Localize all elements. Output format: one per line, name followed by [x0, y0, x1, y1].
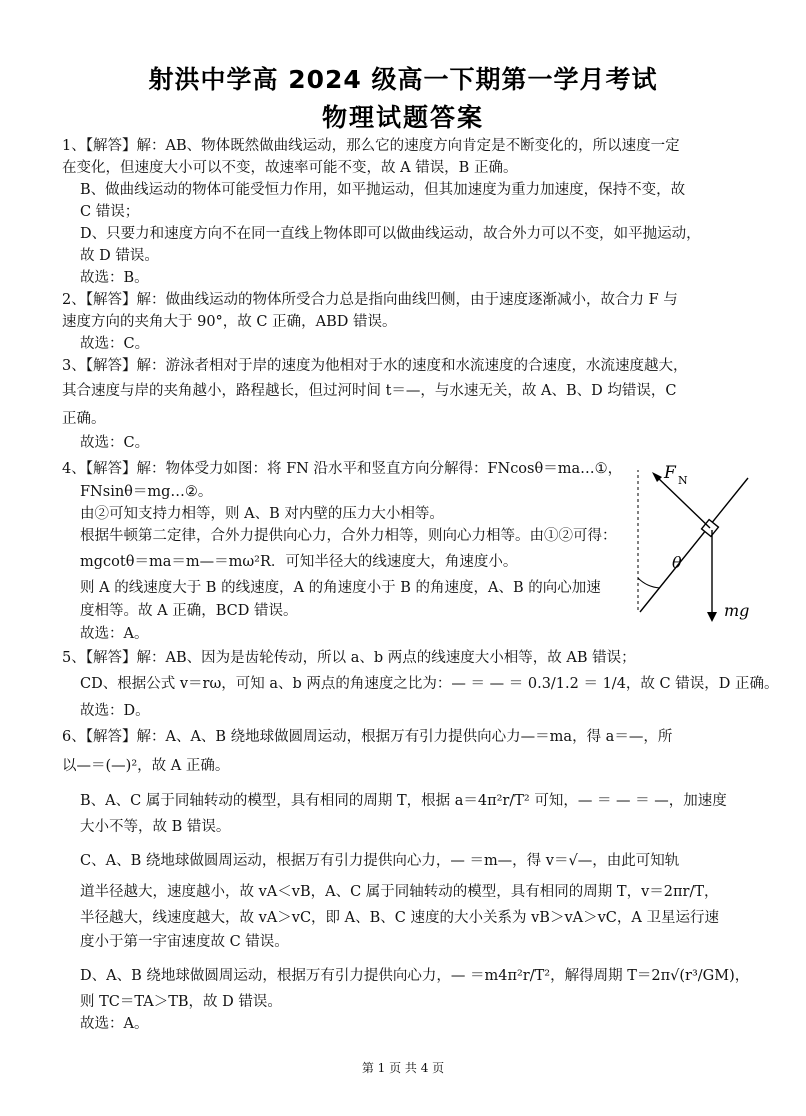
answer-line: 由②可知支持力相等，则 A、B 对内壁的压力大小相等。 [80, 506, 444, 522]
answer-line: 故选：C。 [80, 336, 150, 352]
page-title: 射洪中学高 2024 级高一下期第一学月考试 [148, 65, 658, 94]
answer-line: 故选：C。 [80, 435, 150, 451]
answer-line: 则 TC＝TA＞TB，故 D 错误。 [80, 994, 282, 1010]
answer-line: 故选：B。 [80, 270, 149, 286]
answer-line: 在变化，但速度大小可以不变，故速率可能不变，故 A 错误，B 正确。 [62, 160, 518, 176]
answer-line: 故选：A。 [80, 1016, 149, 1032]
page-footer: 第 1 页 共 4 页 [361, 1061, 445, 1075]
answer-line: 6、【解答】解：A、A、B 绕地球做圆周运动，根据万有引力提供向心力—＝ma，得 a＝—，所 [62, 729, 673, 745]
angle-label: θ [672, 553, 682, 572]
force-label: F [664, 463, 676, 483]
answer-line: 度相等。故 A 正确，BCD 错误。 [80, 603, 298, 619]
answer-line: 故选：D。 [80, 703, 150, 719]
answer-line: 大小不等，故 B 错误。 [80, 819, 231, 835]
force-subscript: N [678, 474, 688, 487]
answer-line: D、A、B 绕地球做圆周运动，根据万有引力提供向心力，— ＝m4π²r/T²，解得周期 T＝2π√(r³/GM)， [80, 968, 750, 984]
answer-line: B、A、C 属于同轴转动的模型，具有相同的周期 T，根据 a＝4π²r/T² 可知，— ＝ — ＝ —，加速度 [80, 793, 727, 809]
answer-line: 以—＝(—)²，故 A 正确。 [62, 758, 230, 774]
answer-line: B、做曲线运动的物体可能受恒力作用，如平抛运动，但其加速度为重力加速度，保持不变，故 [80, 182, 686, 198]
answer-line: 故选：A。 [80, 626, 149, 642]
answer-line: 1、【解答】解：AB、物体既然做曲线运动，那么它的速度方向肯定是不断变化的，所以速度一定 [62, 138, 680, 154]
angle-arc [638, 578, 660, 588]
answer-line: 4、【解答】解：物体受力如图：将 FN 沿水平和竖直方向分解得：FNcosθ＝ma…①， [62, 461, 623, 477]
answer-line: 2、【解答】解：做曲线运动的物体所受合力总是指向曲线凹侧，由于速度逐渐减小，故合力 F 与 [62, 292, 678, 308]
answer-line: C 错误； [80, 204, 140, 220]
answer-line: 故 D 错误。 [80, 248, 159, 264]
answer-line: 5、【解答】解：AB、因为是齿轮传动，所以 a、b 两点的线速度大小相等，故 AB 错误； [62, 650, 636, 666]
answer-line: 3、【解答】解：游泳者相对于岸的速度为他相对于水的速度和水流速度的合速度，水流速度越大， [62, 358, 688, 374]
page-subtitle: 物理试题答案 [321, 103, 484, 132]
answer-line: mgcotθ＝ma＝m—＝mω²R．可知半径大的线速度大，角速度小。 [80, 554, 518, 570]
incline-surface [640, 478, 748, 612]
answer-line: 度小于第一宇宙速度故 C 错误。 [80, 934, 289, 950]
answer-line: 速度方向的夹角大于 90°，故 C 正确，ABD 错误。 [62, 314, 397, 330]
answer-line: 半径越大，线速度越大，故 vA＞vC，即 A、B、C 速度的大小关系为 vB＞vA＞vC，A 卫星运行速 [80, 910, 719, 926]
answer-line: D、只要力和速度方向不在同一直线上物体即可以做曲线运动，故合外力可以不变，如平抛运动， [80, 226, 701, 242]
answer-line: 正确。 [62, 411, 106, 427]
weight-arrowhead [707, 612, 717, 622]
answer-line: C、A、B 绕地球做圆周运动，根据万有引力提供向心力，— ＝m—，得 v＝√—，由此可知轨 [80, 853, 680, 869]
answer-line: FNsinθ＝mg…②。 [80, 484, 213, 500]
answer-line: 则 A 的线速度大于 B 的线速度，A 的角速度小于 B 的角速度，A、B 的向心加速 [80, 580, 601, 596]
answer-line: 其合速度与岸的夹角越小，路程越长，但过河时间 t＝—，与水速无关，故 A、B、D 均错误，C [62, 383, 677, 399]
answer-line: 根据牛顿第二定律，合外力提供向心力，合外力相等，则向心力相等。由①②可得： [80, 528, 617, 544]
weight-label: mg [724, 601, 750, 620]
force-diagram [636, 460, 756, 630]
answer-line: 道半径越大，速度越小，故 vA＜vB，A、C 属于同轴转动的模型，具有相同的周期 T，v＝2πr/T， [80, 884, 719, 900]
answer-line: CD、根据公式 v＝rω，可知 a、b 两点的角速度之比为：— ＝ — ＝ 0.3/1.2 ＝ 1/4，故 C 错误，D 正确。 [80, 676, 779, 692]
